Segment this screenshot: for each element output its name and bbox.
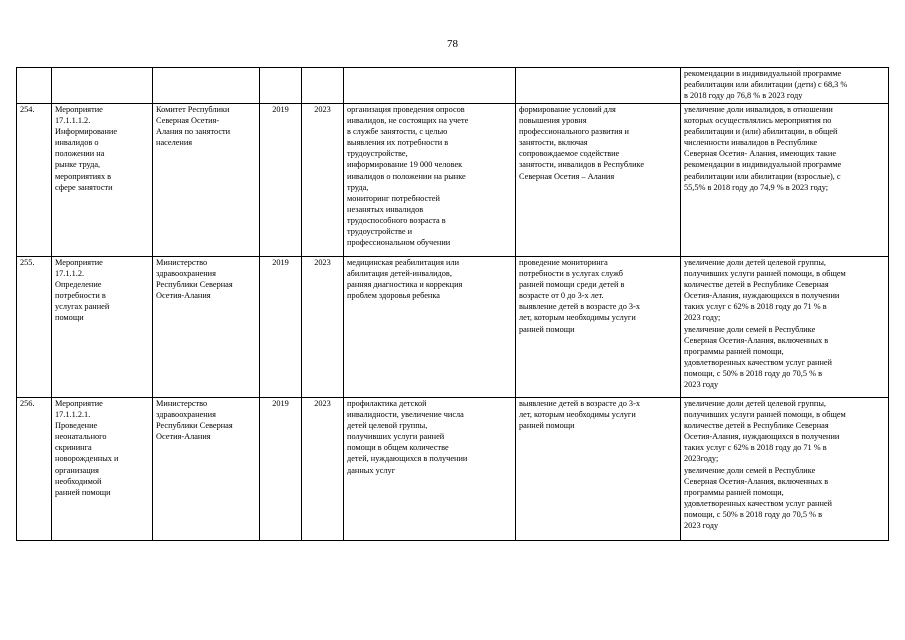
page-number: 78: [447, 38, 458, 50]
cell-text-line: таких услуг с 62% в 2018 году до 71 % в: [684, 443, 827, 453]
cell-text-line: в 2018 году до 76,8 % в 2023 году: [684, 91, 803, 101]
cell-text-line: 17.1.1.2.: [55, 269, 85, 279]
cell-text-line: здравоохранения: [156, 269, 216, 279]
cell-text-line: повышения уровня: [519, 116, 587, 126]
cell-text-line: Северная Осетия-: [156, 116, 220, 126]
cell-text-line: инвалидов, не состоящих на учете: [347, 116, 469, 126]
cell-text-line: Северная Осетия-Алания, включенных в: [684, 335, 829, 345]
cell-text-line: реабилитации и (или) абилитации, в общей: [684, 127, 838, 137]
indicator-cell: [516, 398, 681, 541]
cell-text-line: Осетия-Алания: [156, 291, 211, 301]
cell-text-line: неонатального: [55, 432, 107, 442]
table-row: [17, 104, 889, 257]
cell-text-line: занятости, инвалидов в Республике: [519, 160, 645, 170]
cell-text-line: Информирование: [55, 127, 118, 137]
cell-text-line: инвалидности, увеличение числа: [347, 410, 464, 420]
cell-text-line: Алания по занятости: [156, 127, 231, 137]
cell-text-line: помощи, с 50% в 2018 году до 70,5 % в: [684, 368, 822, 378]
indicator-cell: [516, 257, 681, 398]
content-cell: [344, 68, 516, 104]
cell-text-line: формирование условий для: [519, 105, 616, 114]
cell-text-line: помощи, с 50% в 2018 году до 70,5 % в: [684, 509, 822, 519]
measures-table: [16, 67, 889, 541]
cell-text-line: лет, которым необходимы услуги: [519, 410, 636, 420]
cell-text-line: получивших услуги ранней помощи, в общем: [684, 269, 846, 279]
cell-text-line: потребности в: [55, 291, 106, 301]
cell-text-line: реабилитации или абилитации (дети) с 68,3 %: [684, 80, 848, 90]
cell-text-line: профессионального развития и: [519, 127, 629, 137]
cell-text-line: помощи в общем количестве: [347, 443, 449, 453]
cell-text-line: трудоустройстве и: [347, 227, 413, 237]
measure-cell: [52, 104, 153, 257]
cell-text-line: Мероприятие: [55, 258, 103, 267]
cell-text-line: удовлетворенных качеством услуг ранней: [684, 498, 833, 508]
cell-text-line: Северная Осетия – Алания: [519, 171, 615, 181]
cell-text-line: Мероприятие: [55, 105, 103, 114]
content-cell: [344, 398, 516, 541]
cell-text-line: Министерство: [156, 399, 208, 408]
cell-text-line: услугах ранней: [55, 302, 110, 312]
cell-text-line: 55,5% в 2018 году до 74,9 % в 2023 году;: [684, 182, 829, 192]
year-end-cell: 2023: [302, 104, 344, 257]
cell-text-line: таких услуг с 62% в 2018 году до 71 % в: [684, 302, 827, 312]
cell-text-line: 17.1.1.2.1.: [55, 410, 91, 420]
table-row: [17, 398, 889, 541]
cell-text-line: сопровождаемое содействие: [519, 149, 620, 159]
cell-text-line: количестве детей в Республике Северная: [684, 280, 829, 290]
cell-text-line: численности инвалидов в Республике: [684, 138, 818, 148]
cell-text-line: организация проведения опросов: [347, 105, 465, 114]
cell-text-line: увеличение доли инвалидов, в отношении: [684, 105, 833, 114]
cell-text-line: количестве детей в Республике Северная: [684, 421, 829, 431]
cell-text-line: трудоспособного возраста в: [347, 215, 446, 225]
cell-text-line: программы ранней помощи,: [684, 346, 784, 356]
cell-text-line: рекомендации в индивидуальной программе: [684, 160, 842, 170]
cell-text-line: мероприятиях в: [55, 171, 112, 181]
cell-text-line: Осетия-Алания, нуждающихся в получении: [684, 291, 840, 301]
cell-text-line: новорожденных и: [55, 454, 119, 464]
executor-cell: [153, 257, 260, 398]
cell-text-line: профилактика детской: [347, 399, 427, 408]
executor-cell: [153, 104, 260, 257]
cell-text-line: проблем здоровья ребенка: [347, 291, 440, 301]
cell-text-line: увеличение доли семей в Республике: [684, 324, 816, 334]
cell-text-line: Осетия-Алания: [156, 432, 211, 442]
cell-text-line: незанятых инвалидов: [347, 204, 424, 214]
executor-cell: [153, 68, 260, 104]
cell-text-line: мониторинг потребностей: [347, 193, 440, 203]
measure-cell: [52, 68, 153, 104]
cell-text-line: Осетия-Алания, нуждающихся в получении: [684, 432, 840, 442]
year-end-cell: [302, 68, 344, 104]
cell-text-line: выявление детей в возрасте до 3-х: [519, 302, 640, 312]
cell-text-line: выявление детей в возрасте до 3-х: [519, 399, 640, 408]
table-row: [17, 68, 889, 104]
cell-text-line: данных услуг: [347, 465, 396, 475]
cell-text-line: программы ранней помощи,: [684, 487, 784, 497]
cell-text-line: инвалидов о: [55, 138, 99, 148]
cell-text-line: Республики Северная: [156, 280, 233, 290]
year-start-cell: 2019: [260, 398, 302, 541]
cell-text-line: потребности в услугах служб: [519, 269, 624, 279]
cell-text-line: 17.1.1.1.2.: [55, 116, 91, 126]
content-cell: [344, 257, 516, 398]
cell-text-line: положении на: [55, 149, 105, 159]
result-cell: [681, 104, 889, 257]
cell-text-line: необходимой: [55, 476, 102, 486]
cell-text-line: ранней помощи: [519, 324, 575, 334]
cell-text-line: ранней помощи: [519, 421, 575, 431]
cell-text-line: скрининга: [55, 443, 92, 453]
cell-text-line: которых осуществлялись мероприятия по: [684, 116, 832, 126]
year-end-cell: 2023: [302, 398, 344, 541]
cell-text-line: удовлетворенных качеством услуг ранней: [684, 357, 833, 367]
cell-text-line: инвалидов о положении на рынке: [347, 171, 466, 181]
cell-text-line: получивших услуги ранней: [347, 432, 445, 442]
cell-text-line: сфере занятости: [55, 182, 113, 192]
indicator-cell: [516, 68, 681, 104]
cell-text-line: возрасте от 0 до 3-х лет.: [519, 291, 604, 301]
cell-text-line: Республики Северная: [156, 421, 233, 431]
cell-text-line: детей, нуждающихся в получении: [347, 454, 468, 464]
year-start-cell: 2019: [260, 104, 302, 257]
row-number: [17, 68, 52, 104]
cell-text-line: здравоохранения: [156, 410, 216, 420]
result-cell: [681, 68, 889, 104]
cell-text-line: занятости, включая: [519, 138, 588, 148]
cell-text-line: населения: [156, 138, 193, 148]
cell-text-line: 2023году;: [684, 454, 719, 464]
result-cell: [681, 257, 889, 398]
executor-cell: [153, 398, 260, 541]
cell-text-line: медицинская реабилитация или: [347, 258, 460, 267]
cell-text-line: реабилитации или абилитации (взрослые), с: [684, 171, 841, 181]
cell-text-line: Мероприятие: [55, 399, 103, 408]
cell-text-line: Определение: [55, 280, 102, 290]
cell-text-line: ранняя диагностика и коррекция: [347, 280, 463, 290]
cell-text-line: труда,: [347, 182, 369, 192]
cell-text-line: рынке труда,: [55, 160, 101, 170]
cell-text-line: лет, которым необходимы услуги: [519, 313, 636, 323]
cell-text-line: Северная Осетия- Алания, имеющих такие: [684, 149, 837, 159]
cell-text-line: увеличение доли семей в Республике: [684, 465, 816, 475]
cell-text-line: информирование 19 000 человек: [347, 160, 463, 170]
cell-text-line: выявления их потребности в: [347, 138, 449, 148]
cell-text-line: увеличение доли детей целевой группы,: [684, 258, 827, 267]
cell-text-line: 2023 году: [684, 380, 719, 390]
cell-text-line: проведение мониторинга: [519, 258, 608, 267]
measure-cell: [52, 257, 153, 398]
year-start-cell: [260, 68, 302, 104]
cell-text-line: трудоустройстве,: [347, 149, 408, 159]
row-number: 256.: [17, 398, 52, 541]
measure-cell: [52, 398, 153, 541]
cell-text-line: в службе занятости, с целью: [347, 127, 448, 137]
cell-text-line: помощи: [55, 313, 84, 323]
year-start-cell: 2019: [260, 257, 302, 398]
row-number: 254.: [17, 104, 52, 257]
row-number: 255.: [17, 257, 52, 398]
cell-text-line: ранней помощи: [55, 487, 111, 497]
cell-text-line: Северная Осетия-Алания, включенных в: [684, 476, 829, 486]
cell-text-line: организация: [55, 465, 99, 475]
content-cell: [344, 104, 516, 257]
cell-text-line: Комитет Республики: [156, 105, 230, 114]
cell-text-line: 2023 году: [684, 521, 719, 531]
year-end-cell: 2023: [302, 257, 344, 398]
cell-text-line: Министерство: [156, 258, 208, 267]
cell-text-line: детей целевой группы,: [347, 421, 428, 431]
indicator-cell: [516, 104, 681, 257]
cell-text-line: ранней помощи среди детей в: [519, 280, 625, 290]
table-row: [17, 257, 889, 398]
cell-text-line: 2023 году;: [684, 313, 721, 323]
cell-text-line: рекомендации в индивидуальной программе: [684, 69, 842, 78]
result-cell: [681, 398, 889, 541]
cell-text-line: профессиональном обучении: [347, 238, 451, 248]
cell-text-line: получивших услуги ранней помощи, в общем: [684, 410, 846, 420]
cell-text-line: увеличение доли детей целевой группы,: [684, 399, 827, 408]
cell-text-line: Проведение: [55, 421, 98, 431]
cell-text-line: абилитация детей-инвалидов,: [347, 269, 452, 279]
